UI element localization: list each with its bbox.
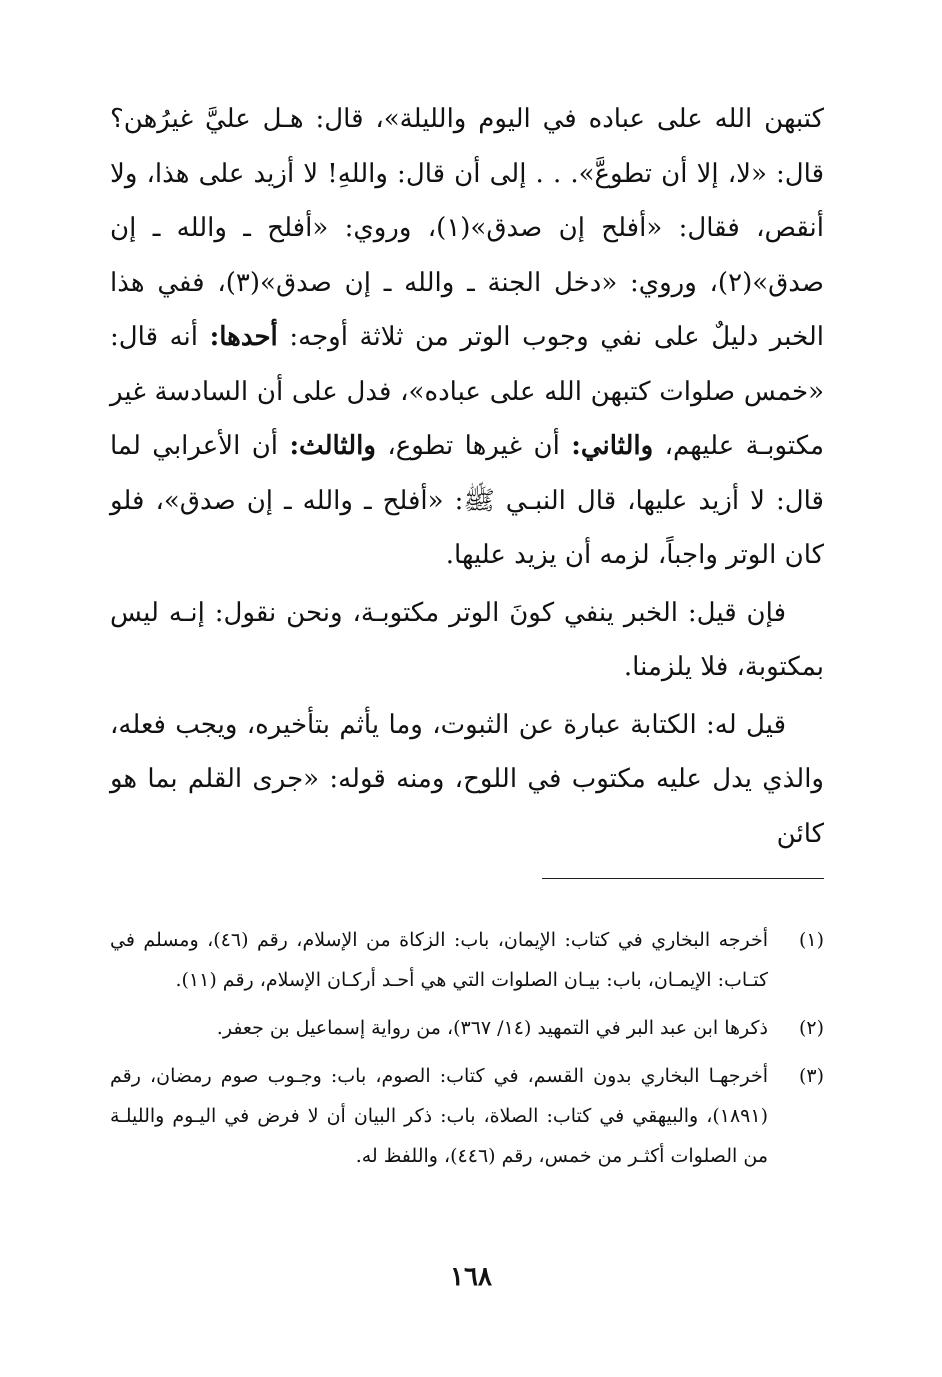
paragraph-1-text-e: أن الأعرابي لما قال: لا أزيد عليها، قال النبـي ﷺ: «أفلح ـ والله ـ إن صدق»، فلو كان الوتر واجباً، لزمه أن يزيد عليها. bbox=[110, 431, 824, 570]
footnote-number: (٢) bbox=[798, 1017, 824, 1039]
paragraph-1-text-c: أنه قال: «خمس صلوات كتبهن الله على عباده»، فدل على أن السادسة غير مكتوبـة عليهم، bbox=[110, 322, 825, 461]
paragraph-1-bold-1: أحدها: bbox=[209, 322, 278, 352]
paragraph-2: فإن قيل: الخبر ينفي كونَ الوتر مكتوبـة، ونحن نقول: إنـه ليس بمكتوبة، فلا يلزمنا. bbox=[110, 597, 824, 682]
footnote-2 bbox=[110, 1008, 824, 1048]
footnote-3 bbox=[110, 1056, 824, 1176]
paragraph-1-text-a: كتبهن الله على عباده في اليوم والليلة»، قال: هـل عليَّ غيرُهن؟ قال: «لا، إلا أن تطوعَّ». . . إلى أن قال: واللهِ! لا أزيد على هذا، ولا أنقص، فقال: «أفلح إن صدق»(١)، وروي: «أفلح ـ والله ـ إن صدق»(٢)، وروي: «دخل الجنة ـ والله ـ إن صدق»(٣)، ففي هذا الخبر دليلٌ على نفي وجوب الوتر من ثلاثة أوجه: bbox=[110, 104, 825, 352]
page-content bbox=[110, 92, 825, 1167]
paragraph-1 bbox=[110, 92, 824, 583]
footnote-text: أخرجهـا البخاري بدون القسم، في كتاب: الصوم، باب: وجـوب صوم رمضان، رقم (١٨٩١)، والبيهقي في كتاب: الصلاة، باب: ذكر البيان أن لا فرض في اليـوم والليلـة من الصلوات أكثـر من خمس، رقم (٤٤٦)، واللفظ له. bbox=[110, 1065, 768, 1167]
main-text bbox=[110, 92, 824, 861]
footnote-number: (١) bbox=[798, 929, 824, 951]
footnote-text: أخرجه البخاري في كتاب: الإيمان، باب: الزكاة من الإسلام، رقم (٤٦)، ومسلم في كتـاب: الإيمـان، باب: بيـان الصلوات التي هي أحـد أركـان الإسلام، رقم (١١). bbox=[110, 929, 769, 991]
paragraph-1-bold-2: والثاني: bbox=[571, 431, 654, 461]
paragraph-3: قيل له: الكتابة عبارة عن الثبوت، وما يأثم بتأخيره، ويجب فعله، والذي يدل عليه مكتوب في اللوح، ومنه قوله: «جرى القلم بما هو كائن bbox=[110, 709, 824, 849]
paragraph-1-text-d: أن غيرها تطوع، bbox=[387, 431, 560, 461]
footnotes bbox=[110, 920, 824, 1184]
footnote-1 bbox=[110, 920, 824, 1000]
page-number: ١٦٨ bbox=[450, 1262, 492, 1292]
footnote-number: (٣) bbox=[798, 1065, 824, 1087]
footnote-text: ذكرها ابن عبد البر في التمهيد (١٤/ ٣٦٧)، من رواية إسماعيل بن جعفر. bbox=[216, 1017, 768, 1039]
footnote-divider bbox=[542, 878, 824, 879]
paragraph-1-bold-3: والثالث: bbox=[289, 431, 376, 461]
